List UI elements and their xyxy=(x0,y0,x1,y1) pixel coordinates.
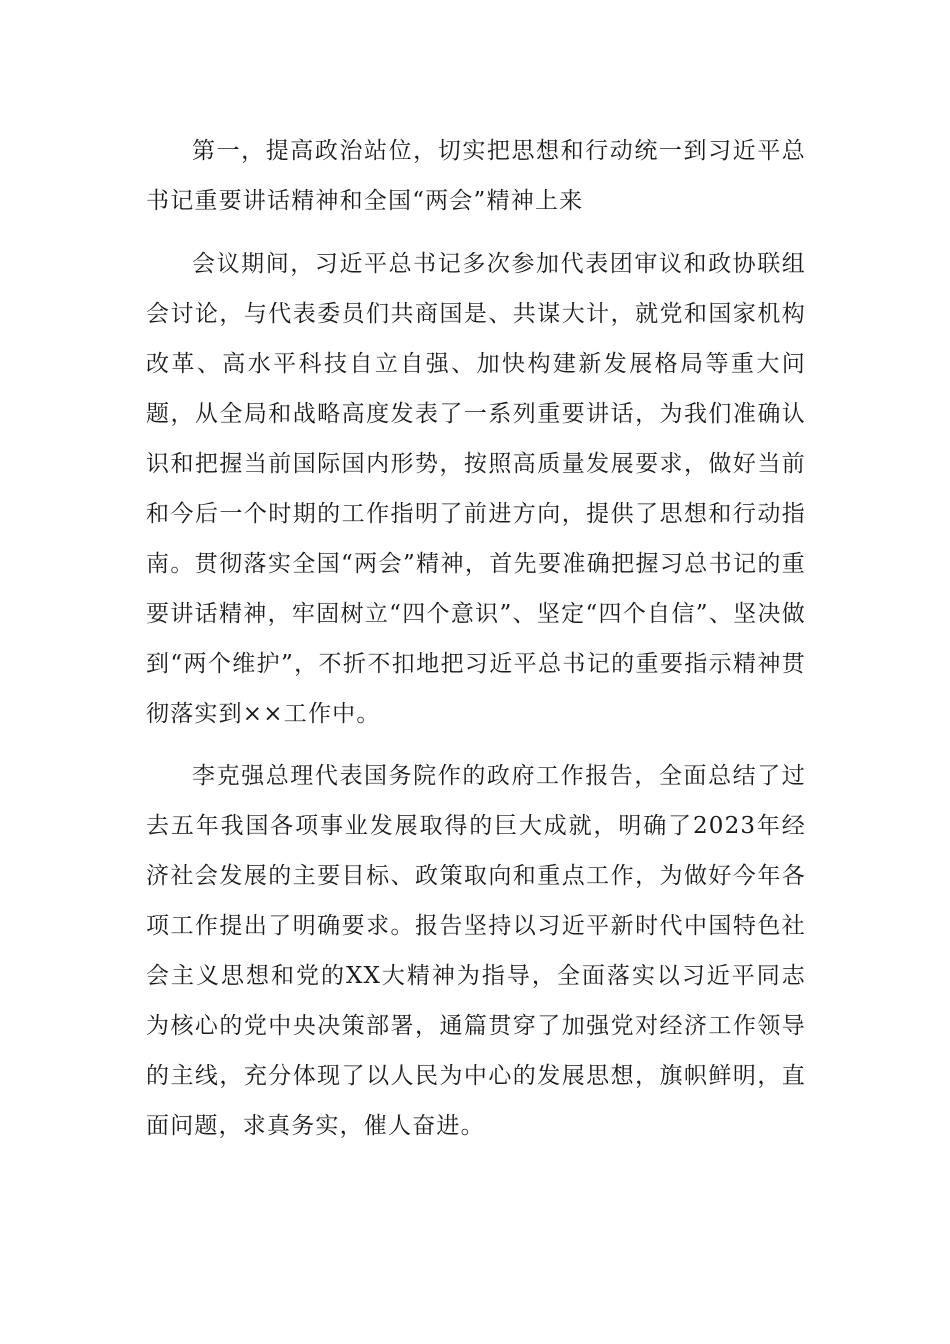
body-paragraph-2: 李克强总理代表国务院作的政府工作报告，全面总结了过去五年我国各项事业发展取得的巨大成就，明确了2023年经济社会发展的主要目标、政策取向和重点工作，为做好今年各项工作提出了明确要求。报告坚持以习近平新时代中国特色社会主义思想和党的XX大精神为指导，全面落实以习近平同志为核心的党中央决策部署，通篇贯穿了加强党对经济工作领导的主线，充分体现了以人民为中心的发展思想，旗帜鲜明，直面问题，求真务实，催人奋进。 xyxy=(146,763,806,1139)
document-body xyxy=(146,126,806,1151)
body-paragraph-1: 会议期间，习近平总书记多次参加代表团审议和政协联组会讨论，与代表委员们共商国是、共谋大计，就党和国家机构改革、高水平科技自立自强、加快构建新发展格局等重大问题，从全局和战略高度发表了一系列重要讲话，为我们准确认识和把握当前国际国内形势，按照高质量发展要求，做好当前和今后一个时期的工作指明了前进方向，提供了思想和行动指南。贯彻落实全国“两会”精神，首先要准确把握习总书记的重要讲话精神，牢固树立“四个意识”、坚定“四个自信”、坚决做到“两个维护”，不折不扣地把习近平总书记的重要指示精神贯彻落实到××工作中。 xyxy=(146,251,806,727)
section-heading-paragraph: 第一，提高政治站位，切实把思想和行动统一到习近平总书记重要讲话精神和全国“两会”精神上来 xyxy=(146,138,806,214)
